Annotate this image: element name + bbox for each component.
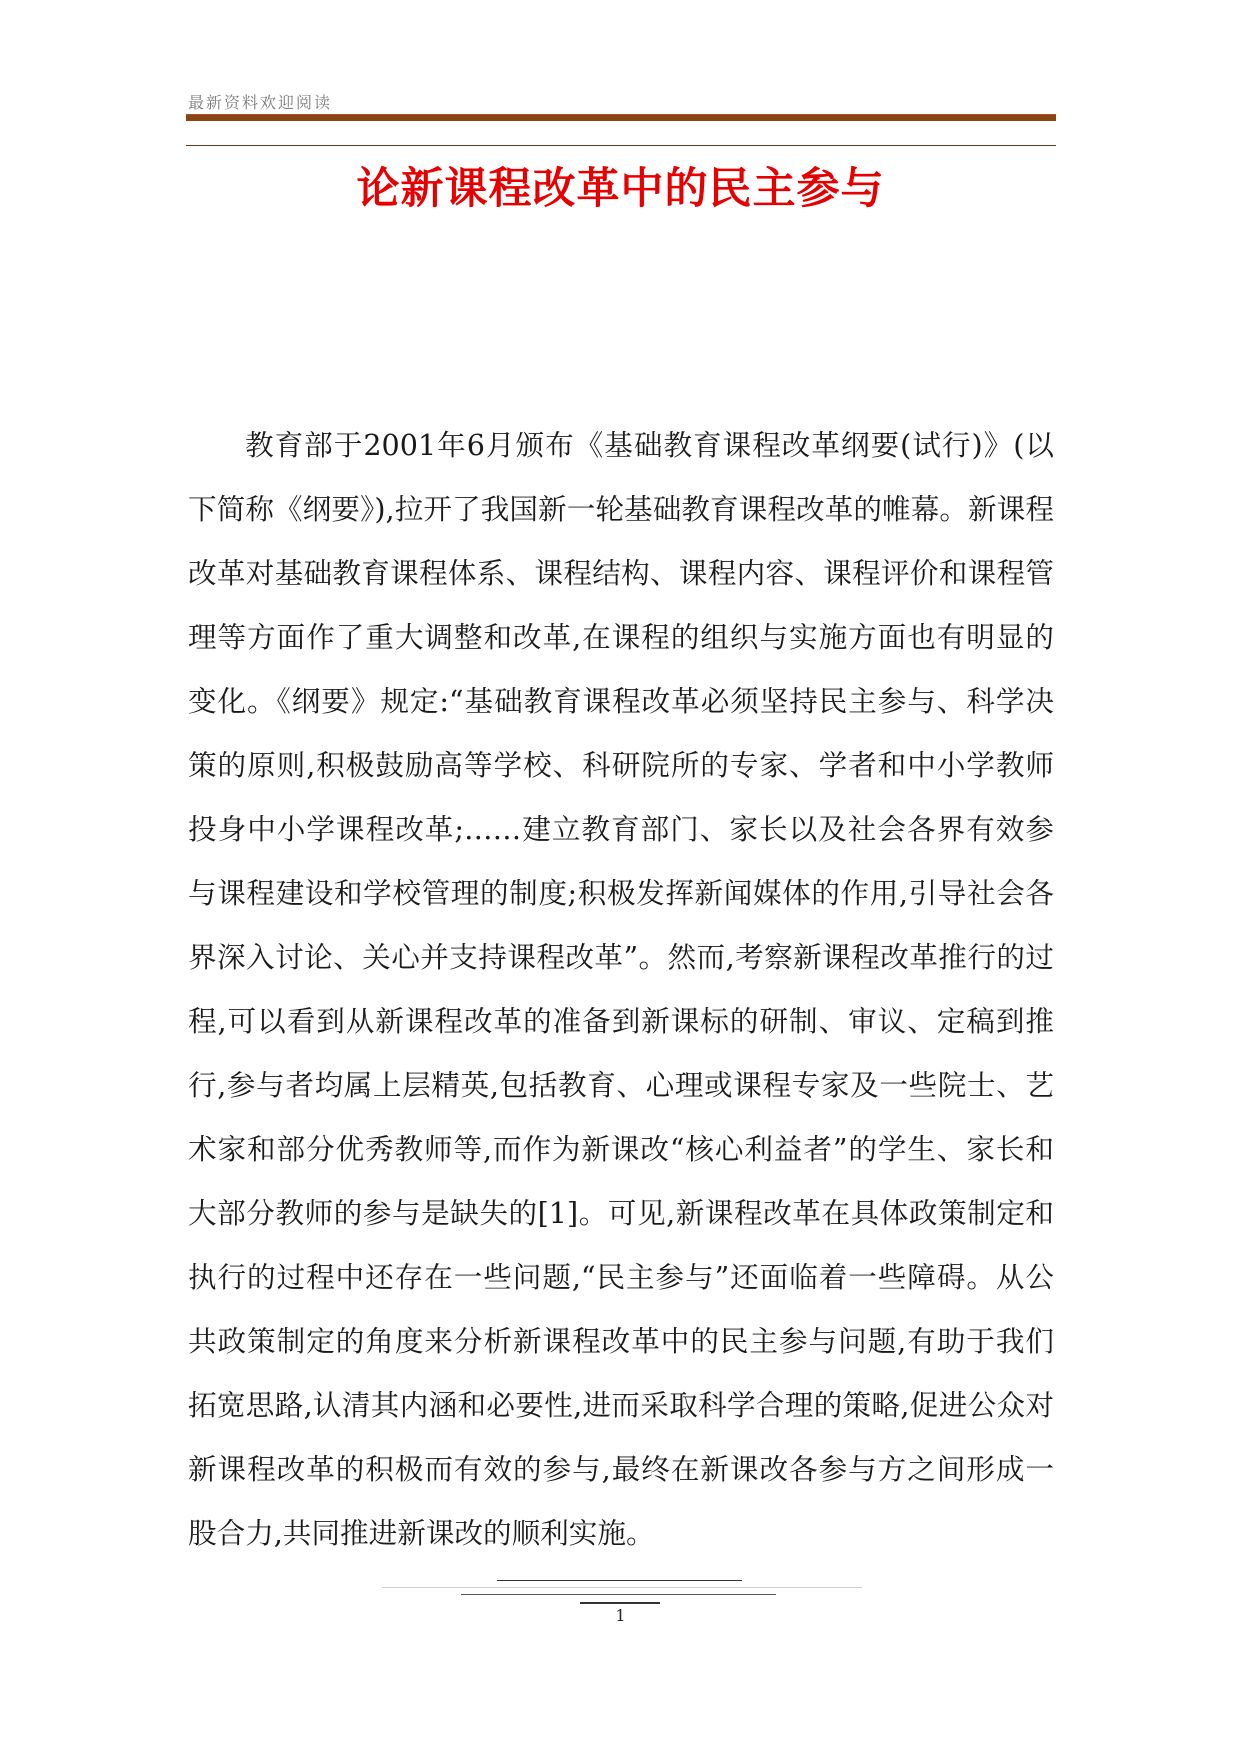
body-paragraph: 教育部于2001年6月颁布《基础教育课程改革纲要(试行)》(以下简称《纲要》),拉开了我国新一轮基础教育课程改革的帷幕。新课程改革对基础教育课程体系、课程结构、课程内容、课程评价和课程管理等方面作了重大调整和改革,在课程的组织与实施方面也有明显的变化。《纲要》规定:“基础教育课程改革必须坚持民主参与、科学决策的原则,积极鼓励高等学校、科研院所的专家、学者和中小学教师投身中小学课程改革;……建立教育部门、家长以及社会各界有效参与课程建设和学校管理的制度;积极发挥新闻媒体的作用,引导社会各界深入讨论、关心并支持课程改革”。然而,考察新课程改革推行的过程,可以看到从新课程改革的准备到新课标的研制、审议、定稿到推行,参与者均属上层精英,包括教育、心理或课程专家及一些院士、艺术家和部分优秀教师等,而作为新课改“核心利益者”的学生、家长和大部分教师的参与是缺失的[1]。可见,新课程改革在具体政策制定和执行的过程中还存在一些问题,“民主参与”还面临着一些障碍。从公共政策制定的角度来分析新课程改革中的民主参与问题,有助于我们拓宽思路,认清其内涵和必要性,进而采取科学合理的策略,促进公众对新课程改革的积极而有效的参与,最终在新课改各参与方之间形成一股合力,共同推进新课改的顺利实施。 (188, 428, 1054, 1550)
footer-rule (580, 1602, 660, 1604)
footer-rule (497, 1580, 742, 1581)
document-title: 论新课程改革中的民主参与 (356, 164, 885, 214)
page-number: 1 (615, 1606, 626, 1625)
running-header: 最新资料欢迎阅读 (188, 93, 333, 112)
header-rule-thin (186, 145, 1056, 146)
footer-rule (461, 1594, 776, 1595)
footer-rule (382, 1587, 862, 1588)
header-rule-thick (186, 114, 1056, 121)
